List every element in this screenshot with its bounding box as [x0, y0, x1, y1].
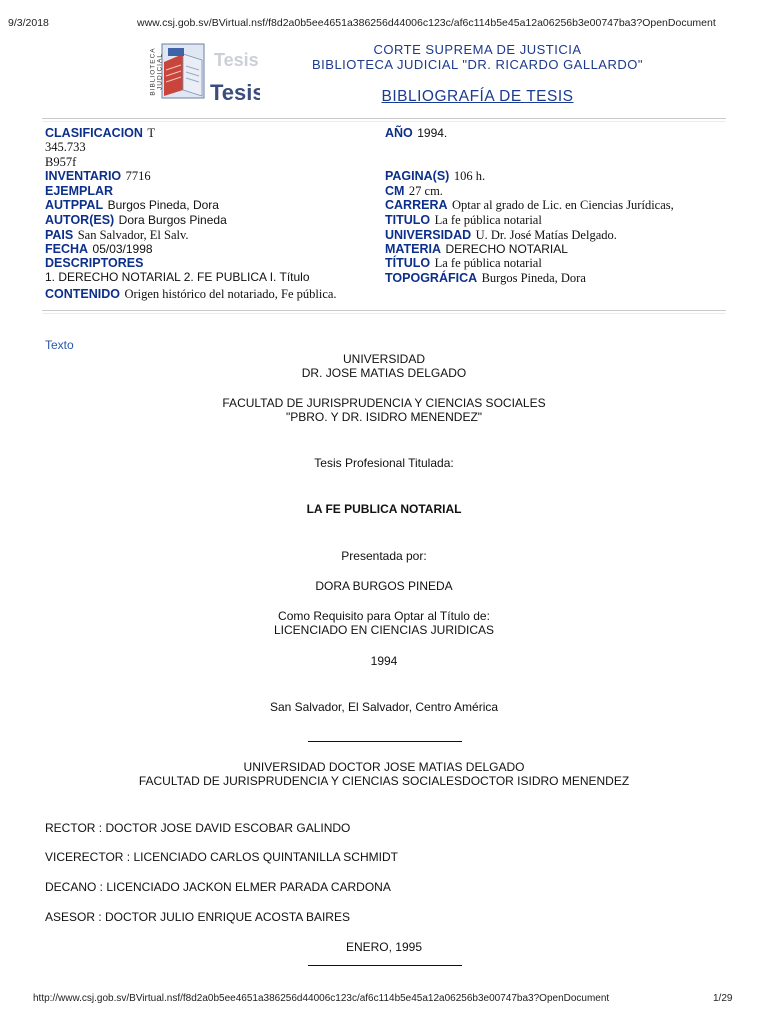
field-autores	[45, 213, 227, 227]
field-value: 106 h.	[453, 169, 486, 183]
svg-text:Tesis: Tesis	[214, 50, 259, 70]
field-cm	[385, 184, 443, 198]
field-topografica	[385, 271, 586, 285]
field-value: Burgos Pineda, Dora	[481, 271, 586, 285]
asesor: ASESOR : DOCTOR JULIO ENRIQUE ACOSTA BAIRES	[45, 910, 350, 924]
field-value: 05/03/1998	[92, 242, 153, 256]
year: 1994	[370, 654, 398, 668]
field-label: FECHA	[45, 242, 89, 256]
field-label: AUTPPAL	[45, 198, 104, 212]
decano: DECANO : LICENCIADO JACKON ELMER PARADA CARDONA	[45, 880, 391, 894]
faculty-full: FACULTAD DE JURISPRUDENCIA Y CIENCIAS SOCIALESDOCTOR ISIDRO MENENDEZ	[138, 774, 630, 788]
field-label: PAGINA(S)	[385, 169, 450, 183]
field-label: AUTOR(ES)	[45, 213, 115, 227]
field-label: EJEMPLAR	[45, 184, 114, 198]
university-full: UNIVERSIDAD DOCTOR JOSE MATIAS DELGADO	[243, 760, 525, 774]
field-label: CLASIFICACION	[45, 126, 143, 140]
field-titulo	[385, 213, 542, 227]
field-label: CONTENIDO	[45, 287, 120, 301]
field-value: San Salvador, El Salv.	[77, 228, 189, 242]
field-ano	[385, 126, 447, 140]
page-counter: 1/29	[713, 993, 733, 1004]
field-classification-code: B957f	[45, 155, 77, 169]
vicerector: VICERECTOR : LICENCIADO CARLOS QUINTANILLA SCHMIDT	[45, 850, 398, 864]
degree: LICENCIADO EN CIENCIAS JURIDICAS	[273, 623, 495, 637]
field-value: Burgos Pineda, Dora	[107, 198, 219, 212]
library-name: BIBLIOTECA JUDICIAL "DR. RICARDO GALLARDO"	[312, 57, 643, 72]
thesis-title: LA FE PUBLICA NOTARIAL	[306, 502, 462, 516]
field-label: TOPOGRÁFICA	[385, 271, 478, 285]
print-date: 9/3/2018	[8, 17, 49, 29]
logo-word: Tesis	[210, 80, 260, 105]
print-url-top: www.csj.gob.sv/BVirtual.nsf/f8d2a0b5ee4651a386256d44006c123c/af6c114b5e45a12a06256b3e00747ba3?OpenDocument	[137, 17, 716, 29]
field-label: MATERIA	[385, 242, 442, 256]
field-value: 7716	[125, 169, 151, 183]
field-universidad	[385, 228, 617, 242]
university-line-1: UNIVERSIDAD	[342, 352, 425, 366]
field-value: DERECHO NOTARIAL	[445, 242, 568, 256]
page-title: BIBLIOGRAFÍA DE TESIS	[381, 88, 574, 105]
court-name: CORTE SUPREMA DE JUSTICIA	[373, 42, 582, 57]
field-value: Origen histórico del notariado, Fe pública.	[124, 287, 337, 301]
field-label: DESCRIPTORES	[45, 256, 144, 270]
document-date: ENERO, 1995	[345, 940, 423, 954]
field-descriptores	[45, 256, 143, 270]
field-pais	[45, 228, 189, 242]
tesis-titulada: Tesis Profesional Titulada:	[314, 456, 454, 470]
place: San Salvador, El Salvador, Centro América	[269, 700, 499, 714]
field-label: AÑO	[385, 126, 413, 140]
field-label: PAIS	[45, 228, 74, 242]
field-value: Optar al grado de Lic. en Ciencias Jurídicas,	[451, 198, 674, 212]
faculty-line-1: FACULTAD DE JURISPRUDENCIA Y CIENCIAS SOCIALES	[222, 396, 546, 410]
field-label: UNIVERSIDAD	[385, 228, 472, 242]
field-carrera	[385, 198, 674, 212]
library-logo	[148, 40, 260, 106]
logo-side-text-2: JUDICIAL	[156, 53, 164, 90]
print-url-bottom: http://www.csj.gob.sv/BVirtual.nsf/f8d2a0b5ee4651a386256d44006c123c/af6c114b5e45a12a06256b3e00747ba3?OpenDocument	[33, 993, 610, 1004]
university-line-2: DR. JOSE MATIAS DELGADO	[301, 366, 467, 380]
field-inventario	[45, 169, 151, 183]
field-label: TITULO	[385, 213, 431, 227]
title-divider	[42, 118, 726, 122]
field-titulo-2	[385, 256, 542, 270]
record-divider	[42, 310, 726, 314]
field-classification-number: 345.733	[45, 140, 86, 154]
field-descriptores-value: 1. DERECHO NOTARIAL 2. FE PUBLICA I. Título	[45, 270, 310, 284]
field-contenido	[45, 287, 337, 301]
field-clasificacion	[45, 126, 155, 140]
author-name: DORA BURGOS PINEDA	[315, 579, 453, 593]
field-value: Dora Burgos Pineda	[118, 213, 227, 227]
field-value: 1994.	[417, 126, 448, 140]
field-autppal	[45, 198, 219, 212]
field-value: 27 cm.	[408, 184, 443, 198]
logo-side-text-1: BIBLIOTECA	[149, 47, 157, 96]
field-value: La fe pública notarial	[434, 213, 542, 227]
field-paginas	[385, 169, 485, 183]
requisito: Como Requisito para Optar al Título de:	[278, 609, 490, 623]
field-label: TÍTULO	[385, 256, 431, 270]
field-label: INVENTARIO	[45, 169, 122, 183]
field-value: La fe pública notarial	[434, 256, 542, 270]
field-label: CM	[385, 184, 405, 198]
field-label: CARRERA	[385, 198, 448, 212]
presentada-por: Presentada por:	[341, 549, 427, 563]
field-fecha	[45, 242, 153, 256]
field-materia	[385, 242, 568, 256]
texto-label: Texto	[45, 338, 74, 352]
rector: RECTOR : DOCTOR JOSE DAVID ESCOBAR GALINDO	[45, 821, 351, 835]
separator-line-2	[308, 965, 462, 966]
field-value: T	[147, 126, 156, 140]
separator-line-1	[308, 741, 462, 742]
faculty-line-2: "PBRO. Y DR. ISIDRO MENENDEZ"	[285, 410, 483, 424]
field-value: U. Dr. José Matías Delgado.	[475, 228, 617, 242]
